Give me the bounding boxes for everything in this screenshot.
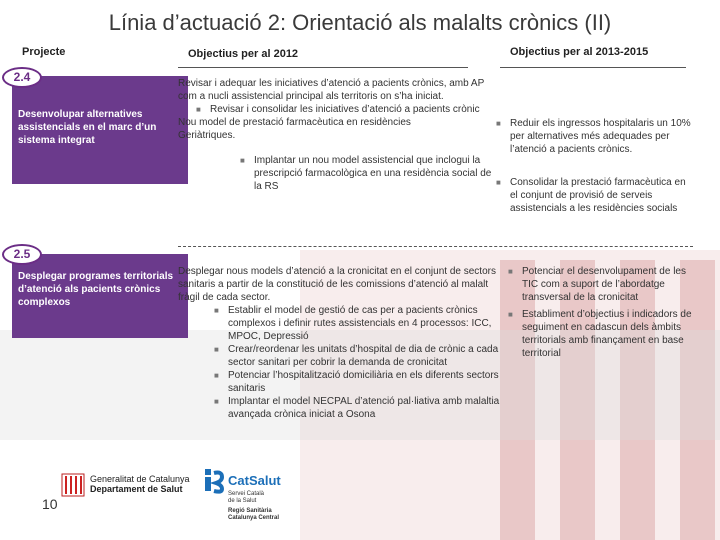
bullet-square-icon: ■ xyxy=(214,345,219,354)
obj2013-bullet-text: Establiment d’objectius i indicadors de seguiment en cadascun dels àmbits territorials amb finançament en base territorial xyxy=(522,309,692,359)
column-header-projecte: Projecte xyxy=(22,46,66,58)
obj2013-bullet-text: Potenciar el desenvolupament de les TIC com a suport de l’abordatge transversal de la cronicitat xyxy=(522,266,686,303)
section-badge-2-4: 2.4 xyxy=(2,67,42,88)
generalitat-line1: Generalitat de Catalunya xyxy=(90,474,190,484)
catsalut-sub3: Regió Sanitària xyxy=(228,508,272,514)
generalitat-line2: Departament de Salut xyxy=(90,484,183,494)
generalitat-logo xyxy=(60,470,200,500)
obj2013-bullet-2-4-2 xyxy=(496,176,696,215)
obj2012-bullet-2-4-1 xyxy=(196,103,480,116)
bullet-square-icon: ■ xyxy=(508,267,513,276)
obj2012-mid-2-4: Nou model de prestació farmacèutica en residències Geriàtriques. xyxy=(178,117,411,141)
obj2012-bullet-text: Implantar el model NECPAL d’atenció pal·liativa amb malaltia avançada crònica iniciat a Osona xyxy=(228,396,500,420)
bullet-square-icon: ■ xyxy=(240,156,245,165)
obj2012-intro-2-4: Revisar i adequar les iniciatives d’atenció a pacients crònics, amb AP com a nucli assistencial principal als territoris on s’ha iniciat. xyxy=(178,78,485,102)
bullet-square-icon: ■ xyxy=(214,397,219,406)
catsalut-sub2: de la Salut xyxy=(228,498,257,504)
obj2013-bullet-text: Reduir els ingressos hospitalaris un 10% per alternatives més adequades per l’atenció a pacients crònics. xyxy=(510,118,691,155)
bullet-square-icon: ■ xyxy=(508,310,513,319)
obj2012-bullet-text: Revisar i consolidar les iniciatives d’atenció a pacients crònic xyxy=(210,104,480,115)
obj2012-bullet-2-5-4 xyxy=(214,395,508,421)
obj2012-intro-2-5: Desplegar nous models d’atenció a la cronicitat en el conjunt de sectors sanitaris a partir de la constitució de les comissions d’atenció al malalt fràgil de cada sector. xyxy=(178,266,496,303)
objectives-2013-section-2-4 xyxy=(496,117,696,215)
objectives-2012-section-2-5 xyxy=(178,265,500,421)
obj2012-bullet-text: Potenciar l’hospitalització domiciliària en els diferents sectors sanitaris xyxy=(228,370,499,394)
column-header-underline-2012 xyxy=(178,67,468,68)
bullet-square-icon: ■ xyxy=(496,119,501,128)
catsalut-logo xyxy=(202,463,322,523)
project-box-2-5 xyxy=(12,254,188,338)
obj2013-bullet-2-4-1 xyxy=(496,117,696,156)
column-header-objectius-2012: Objectius per al 2012 xyxy=(188,48,299,60)
generalitat-emblem-icon xyxy=(60,472,86,498)
page-title: Línia d’actuació 2: Orientació als malalts crònics (II) xyxy=(108,10,612,35)
page-number: 10 xyxy=(42,496,58,512)
section-badge-2-5: 2.5 xyxy=(2,244,42,265)
bullet-square-icon: ■ xyxy=(214,371,219,380)
project-label-2-4: Desenvolupar alternatives assistencials en el marc d’un sistema integrat xyxy=(18,109,157,146)
obj2012-bullet-text: Implantar un nou model assistencial que inclogui la prescripció farmacològica en una residència social de la RS xyxy=(254,155,492,192)
column-header-underline-2013 xyxy=(500,67,686,68)
catsalut-name: CatSalut xyxy=(228,473,281,488)
obj2012-bullet-text: Crear/reordenar les unitats d’hospital de dia de crònic a cada sector sanitari per cobrir la demanda de cronicitat xyxy=(228,344,499,368)
obj2013-bullet-2-5-2 xyxy=(508,308,692,360)
objectives-2013-section-2-5 xyxy=(508,265,692,360)
column-header-objectius-2013-2015: Objectius per al 2013-2015 xyxy=(510,46,649,58)
catsalut-sub1: Servei Català xyxy=(228,491,265,497)
bullet-square-icon: ■ xyxy=(196,105,201,114)
project-box-2-4 xyxy=(12,76,188,184)
section-divider xyxy=(178,246,693,247)
catsalut-emblem-icon xyxy=(202,467,226,495)
obj2013-bullet-2-5-1 xyxy=(508,265,692,304)
objectives-2012-section-2-4 xyxy=(178,77,492,193)
obj2012-bullet-2-4-2 xyxy=(240,154,494,193)
bullet-square-icon: ■ xyxy=(214,306,219,315)
obj2012-bullet-text: Establir el model de gestió de cas per a pacients crònics complexos i definir rutes assistencials en 4 processos: ICC, MPOC, Depressió xyxy=(228,305,492,342)
obj2012-bullet-2-5-3 xyxy=(214,369,508,395)
catsalut-sub4: Catalunya Central xyxy=(228,515,280,521)
project-label-2-5: Desplegar programes territorials d’atenció als pacients crònics complexos xyxy=(18,271,174,308)
obj2013-bullet-text: Consolidar la prestació farmacèutica en el conjunt de provisió de serveis assistencials a les residències socials xyxy=(510,177,686,214)
obj2012-bullet-2-5-2 xyxy=(214,343,508,369)
obj2012-bullet-2-5-1 xyxy=(214,304,508,343)
bullet-square-icon: ■ xyxy=(496,178,501,187)
